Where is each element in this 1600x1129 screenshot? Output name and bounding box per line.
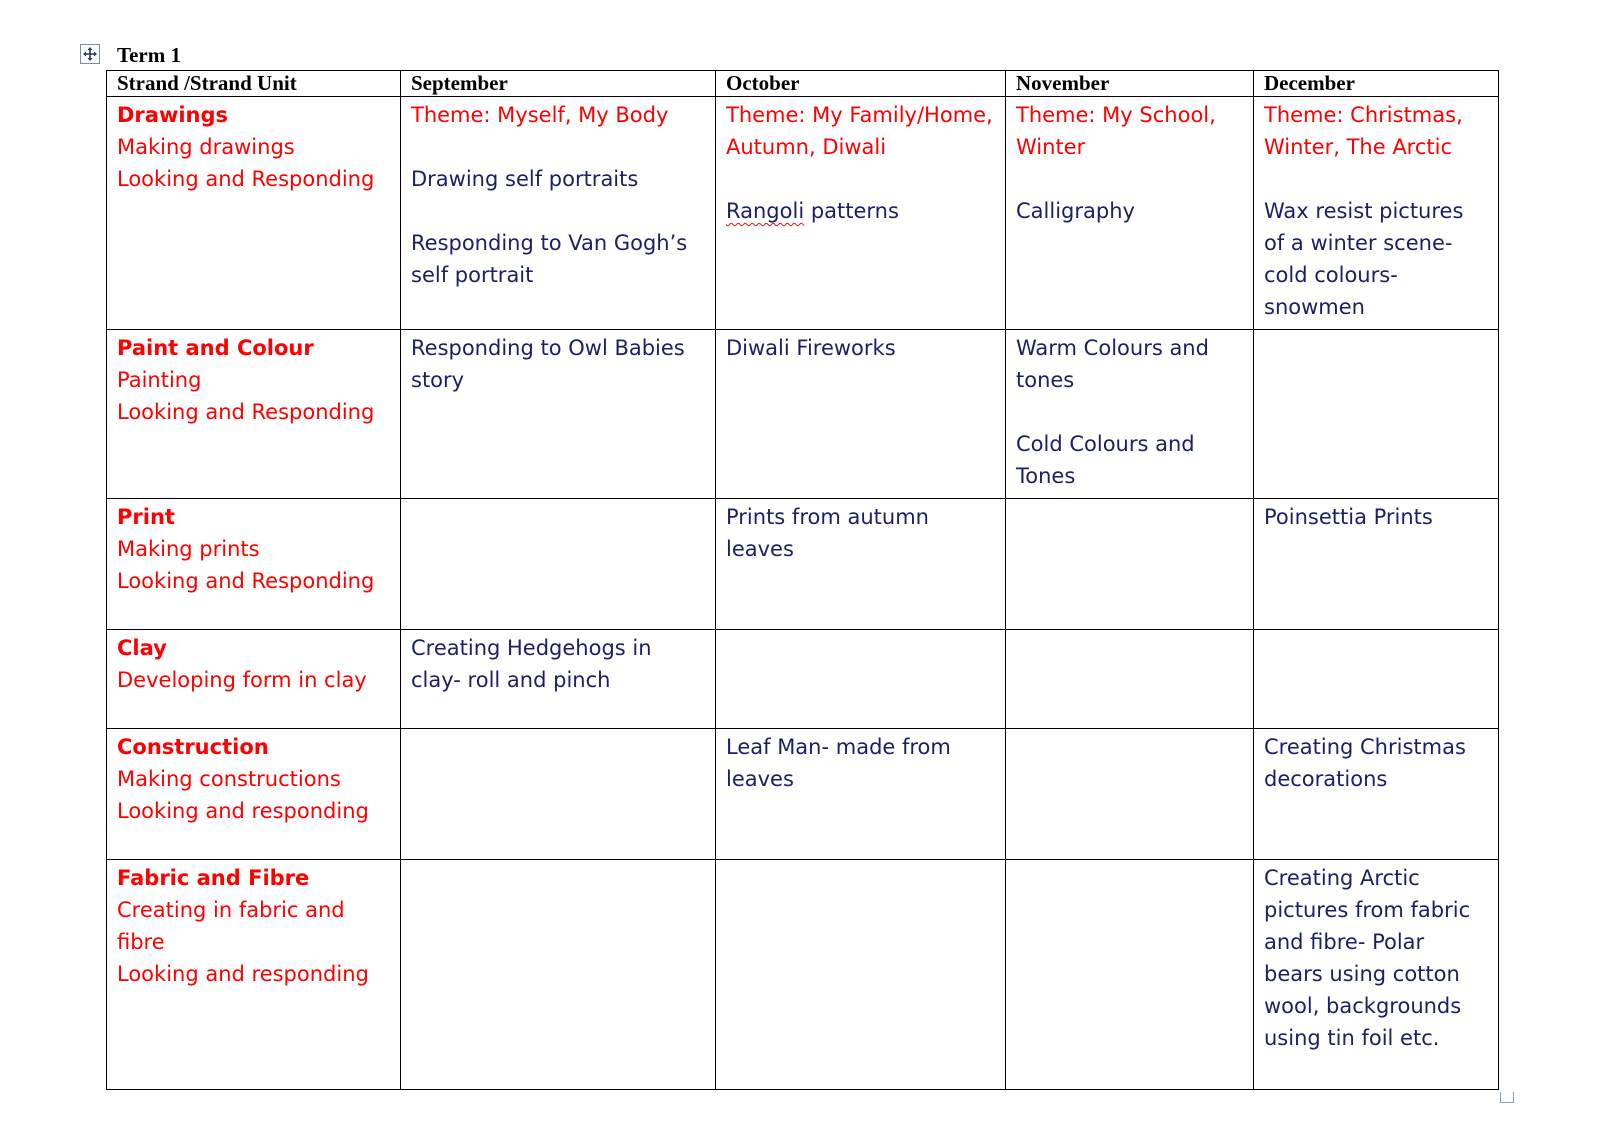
- november-cell: [1006, 859, 1254, 1089]
- activity-text: Creating Arctic pictures from fabric and fibre- Polar bears using cotton wool, backgrounds using tin foil etc.: [1264, 865, 1471, 1050]
- table-row: [107, 728, 1499, 859]
- theme-text: Theme: My Family/Home, Autumn, Diwali: [726, 103, 993, 160]
- strand-unit: Looking and Responding: [117, 167, 375, 192]
- term-title: Term 1: [117, 43, 181, 67]
- activity-text: Rangoli patterns: [726, 199, 899, 224]
- strand-unit: Making constructions: [117, 766, 341, 791]
- header-october: October: [716, 71, 1006, 97]
- strand-cell: [107, 97, 401, 330]
- strand-unit: Looking and Responding: [117, 568, 375, 593]
- strand-unit: Looking and responding: [117, 961, 369, 986]
- term-plan-table: [106, 70, 1499, 1090]
- activity-text: Wax resist pictures of a winter scene- cold colours- snowmen: [1264, 199, 1464, 320]
- strand-unit: Looking and responding: [117, 798, 369, 823]
- theme-text: Theme: My School, Winter: [1016, 103, 1216, 160]
- september-cell: [401, 859, 716, 1089]
- strand-unit: Making drawings: [117, 135, 295, 160]
- strand-name: Drawings: [117, 103, 229, 128]
- activity-text: Calligraphy: [1016, 199, 1135, 224]
- november-cell: [1006, 728, 1254, 859]
- table-row: [107, 859, 1499, 1089]
- strand-name: Paint and Colour: [117, 336, 314, 361]
- december-cell: [1254, 629, 1499, 728]
- strand-cell: [107, 859, 401, 1089]
- strand-name: Print: [117, 504, 175, 529]
- strand-name: Fabric and Fibre: [117, 865, 310, 890]
- october-cell: [716, 728, 1006, 859]
- october-cell: [716, 629, 1006, 728]
- strand-cell: [107, 629, 401, 728]
- move-arrows-icon: [82, 46, 98, 62]
- september-cell: [401, 97, 716, 330]
- table-row: [107, 498, 1499, 629]
- table-move-handle[interactable]: [80, 44, 100, 64]
- november-cell: [1006, 97, 1254, 330]
- strand-cell: [107, 330, 401, 498]
- header-row: [107, 71, 1499, 97]
- september-cell: [401, 728, 716, 859]
- september-cell: [401, 498, 716, 629]
- activity-text: Poinsettia Prints: [1264, 504, 1433, 529]
- october-cell: [716, 498, 1006, 629]
- strand-name: Clay: [117, 635, 167, 660]
- november-cell: [1006, 629, 1254, 728]
- theme-text: Theme: Myself, My Body: [411, 103, 669, 128]
- november-cell: [1006, 498, 1254, 629]
- activity-text: Creating Hedgehogs in clay- roll and pinch: [411, 635, 652, 692]
- activity-text: Cold Colours and Tones: [1016, 432, 1195, 489]
- strand-unit: Creating in fabric and fibre: [117, 897, 345, 954]
- september-cell: [401, 330, 716, 498]
- header-september: September: [401, 71, 716, 97]
- december-cell: [1254, 859, 1499, 1089]
- strand-cell: [107, 498, 401, 629]
- activity-text: Leaf Man- made from leaves: [726, 734, 951, 791]
- theme-text: Theme: Christmas, Winter, The Arctic: [1264, 103, 1463, 160]
- strand-unit: Painting: [117, 368, 202, 393]
- activity-text: Responding to Owl Babies story: [411, 336, 685, 393]
- december-cell: [1254, 97, 1499, 330]
- header-november: November: [1006, 71, 1254, 97]
- strand-unit: Looking and Responding: [117, 400, 375, 425]
- strand-name: Construction: [117, 734, 269, 759]
- december-cell: [1254, 728, 1499, 859]
- table-row: [107, 330, 1499, 498]
- activity-text: Drawing self portraits: [411, 167, 639, 192]
- activity-text: Warm Colours and tones: [1016, 336, 1209, 393]
- activity-text: Prints from autumn leaves: [726, 504, 929, 561]
- october-cell: [716, 97, 1006, 330]
- strand-unit: Making prints: [117, 536, 260, 561]
- november-cell: [1006, 330, 1254, 498]
- table-end-marker: [1500, 1092, 1514, 1103]
- strand-cell: [107, 728, 401, 859]
- table-row: [107, 97, 1499, 330]
- october-cell: [716, 859, 1006, 1089]
- december-cell: [1254, 498, 1499, 629]
- october-cell: [716, 330, 1006, 498]
- strand-unit: Developing form in clay: [117, 667, 367, 692]
- activity-text: Responding to Van Gogh’s self portrait: [411, 231, 688, 288]
- header-december: December: [1254, 71, 1499, 97]
- activity-text: Diwali Fireworks: [726, 336, 896, 361]
- header-strand: Strand /Strand Unit: [107, 71, 401, 97]
- spellcheck-word: Rangoli: [726, 199, 805, 224]
- activity-text: Creating Christmas decorations: [1264, 734, 1466, 791]
- table-row: [107, 629, 1499, 728]
- december-cell: [1254, 330, 1499, 498]
- september-cell: [401, 629, 716, 728]
